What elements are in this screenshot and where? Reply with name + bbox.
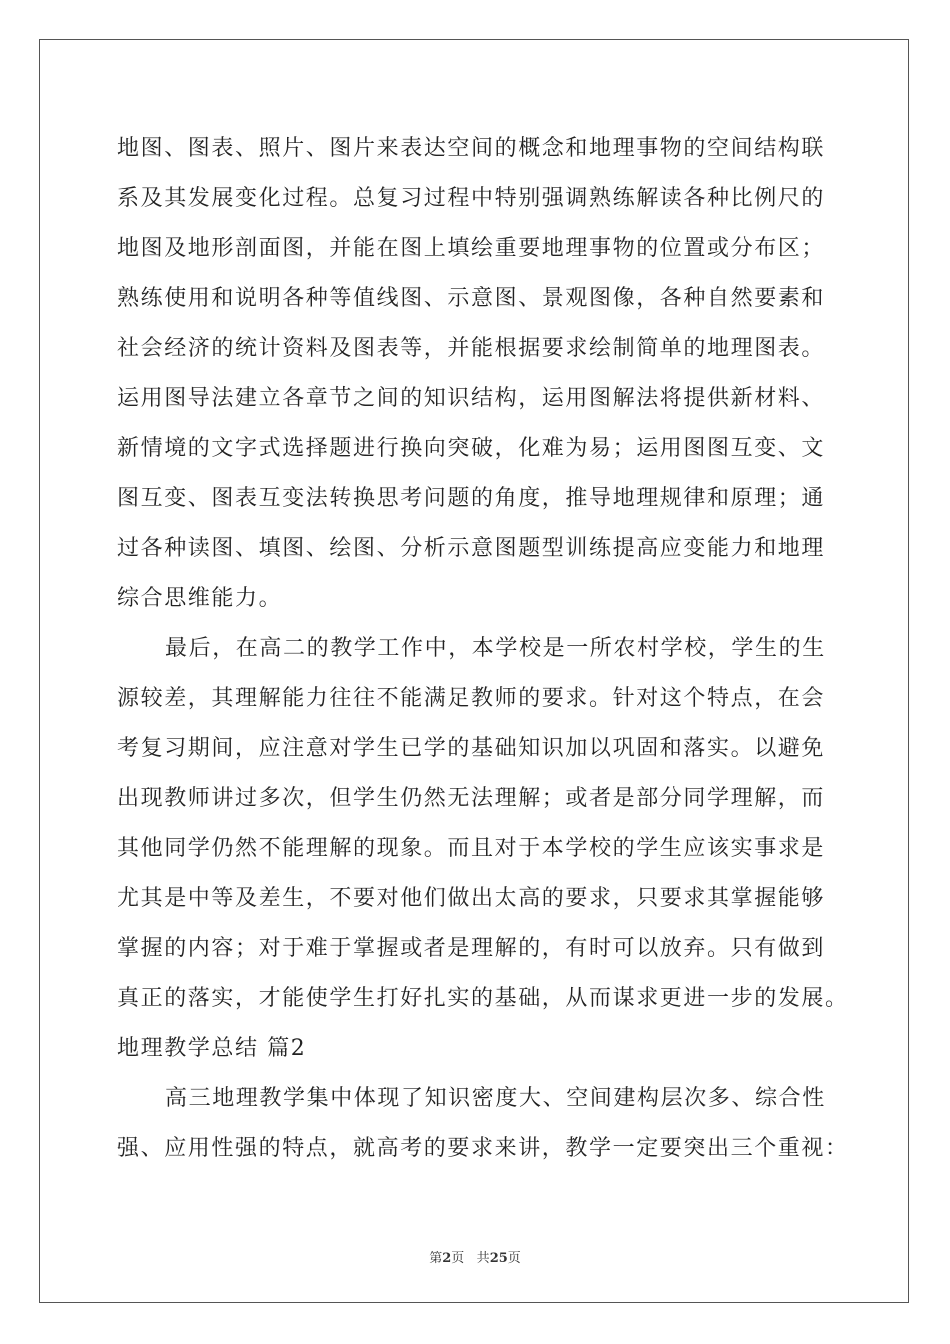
text-line: 源较差，其理解能力往往不能满足教师的要求。针对这个特点，在会 [117, 686, 826, 711]
text-line: 社会经济的统计资料及图表等，并能根据要求绘制简单的地理图表。 [117, 336, 826, 361]
page-footer [0, 1247, 950, 1266]
total-unit: 页 [507, 1251, 521, 1266]
document-body [117, 124, 849, 1174]
text-line: 过各种读图、填图、绘图、分析示意图题型训练提高应变能力和地理 [117, 536, 826, 561]
text-line: 其他同学仍然不能理解的现象。而且对于本学校的学生应该实事求是 [117, 836, 826, 861]
text-line: 真正的落实，才能使学生打好扎实的基础，从而谋求更进一步的发展。 [117, 986, 849, 1011]
text-line: 地图及地形剖面图，并能在图上填绘重要地理事物的位置或分布区； [117, 236, 826, 261]
text-line: 运用图导法建立各章节之间的知识结构，运用图解法将提供新材料、 [117, 386, 826, 411]
page-number: 2 [442, 1251, 452, 1266]
text-line: 考复习期间，应注意对学生已学的基础知识加以巩固和落实。以避免 [117, 736, 826, 761]
page-prefix: 第 [429, 1251, 443, 1266]
text-line: 图互变、图表互变法转换思考问题的角度，推导地理规律和原理；通 [117, 486, 826, 511]
text-line: 地图、图表、照片、图片来表达空间的概念和地理事物的空间结构联 [117, 136, 826, 161]
total-prefix: 共 [476, 1251, 490, 1266]
text-line: 掌握的内容；对于难于掌握或者是理解的，有时可以放弃。只有做到 [117, 936, 826, 961]
text-line: 熟练使用和说明各种等值线图、示意图、景观图像，各种自然要素和 [117, 286, 826, 311]
text-line: 强、应用性强的特点，就高考的要求来讲，教学一定要突出三个重视： [117, 1136, 849, 1161]
paragraph-start-line: 最后，在高二的教学工作中，本学校是一所农村学校，学生的生 [165, 636, 826, 661]
text-line: 出现教师讲过多次，但学生仍然无法理解；或者是部分同学理解，而 [117, 786, 826, 811]
text-line: 新情境的文字式选择题进行换向突破，化难为易；运用图图互变、文 [117, 436, 826, 461]
text-line: 系及其发展变化过程。总复习过程中特别强调熟练解读各种比例尺的 [117, 186, 826, 211]
total-pages: 25 [489, 1251, 508, 1266]
text-line: 综合思维能力。 [117, 586, 283, 611]
paragraph-start-line: 高三地理教学集中体现了知识密度大、空间建构层次多、综合性 [165, 1086, 826, 1111]
section-heading: 地理教学总结 篇2 [117, 1036, 307, 1061]
page-unit: 页 [451, 1251, 465, 1266]
text-line: 尤其是中等及差生，不要对他们做出太高的要求，只要求其掌握能够 [117, 886, 826, 911]
